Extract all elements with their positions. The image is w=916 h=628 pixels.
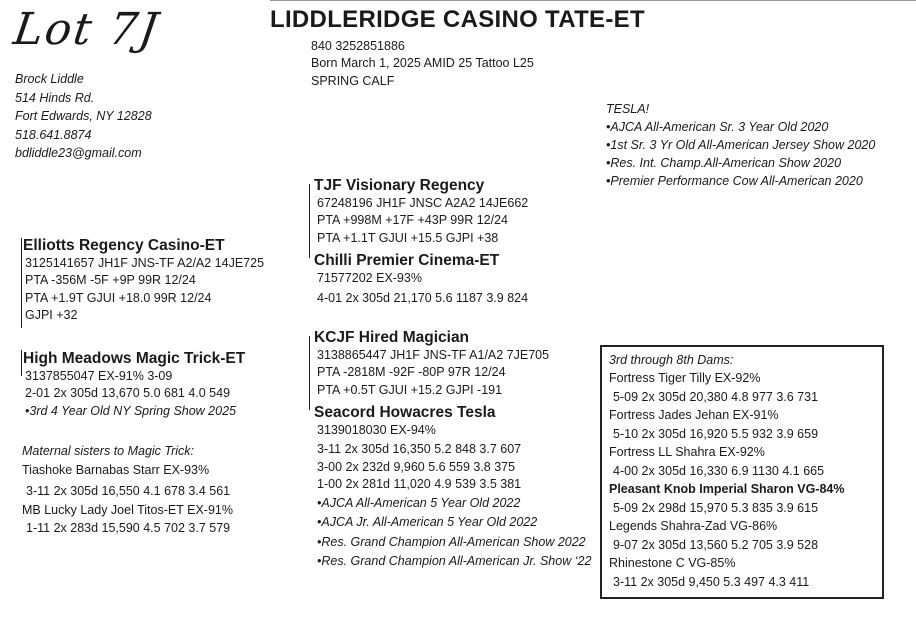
dam-sire-name: KCJF Hired Magician: [314, 329, 470, 346]
sire-sire-line: PTA +998M +17F +43P 99R 12/24: [317, 213, 508, 228]
owner-phone: 518.641.8874: [15, 127, 92, 142]
dam-entry-record: 3-11 2x 305d 9,450 5.3 497 4.3 411: [613, 575, 810, 589]
dam-entry-name: Fortress Tiger Tilly EX-92%: [609, 371, 761, 385]
dam-dam-honor: •Res. Grand Champion All-American Jr. Show ‘22: [317, 554, 592, 569]
tesla-title: TESLA!: [606, 102, 650, 116]
tesla-item: •Premier Performance Cow All-American 2020: [606, 174, 863, 188]
sister-name: MB Lucky Lady Joel Titos-ET EX-91%: [22, 502, 233, 517]
page-title: LIDDLERIDGE CASINO TATE-ET: [270, 6, 645, 33]
sire-line: 3125141657 JH1F JNS-TF A2/A2 14JE725: [25, 256, 265, 270]
dam-entry-record: 9-07 2x 305d 13,560 5.2 705 3.9 528: [613, 538, 819, 552]
dam-dam-line: 1-00 2x 281d 11,020 4.9 539 3.5 381: [317, 476, 522, 491]
tesla-item: •Res. Int. Champ.All-American Show 2020: [606, 156, 842, 170]
dam-entry-record: 5-09 2x 298d 15,970 5.3 835 3.9 615: [613, 501, 819, 515]
dam-sire-line: PTA -2818M -92F -80P 97R 12/24: [317, 365, 506, 380]
owner-info: [15, 70, 152, 163]
maternal-sisters: [22, 442, 233, 538]
owner-email: bdliddle23@gmail.com: [15, 146, 142, 160]
lot-number: Lot 7J: [10, 4, 163, 55]
sister-name: Tiashoke Barnabas Starr EX-93%: [22, 462, 210, 477]
dam-name: High Meadows Magic Trick-ET: [23, 350, 246, 367]
sire-name: Elliotts Regency Casino-ET: [23, 237, 225, 254]
dam-dam-honor: •Res. Grand Champion All-American Show 2022: [317, 534, 586, 549]
sire-dam-line: 4-01 2x 305d 21,170 5.6 1187 3.9 824: [317, 291, 529, 306]
dams-box: [600, 345, 884, 599]
sire-line: PTA -356M -5F +9P 99R 12/24: [25, 273, 196, 288]
dam-sire-line: PTA +0.5T GJUI +15.2 GJPI -191: [317, 382, 503, 397]
owner-address2: Fort Edwards, NY 12828: [15, 109, 152, 123]
dam-dam-block: [314, 403, 591, 570]
dam-dam-line: 3139018030 EX-94%: [317, 423, 436, 437]
dam-entry-record: 5-09 2x 305d 20,380 4.8 977 3.6 731: [613, 390, 819, 404]
tesla-note: [606, 100, 875, 190]
dam-dam-name: Seacord Howacres Tesla: [314, 404, 496, 421]
dam-entry-record: 5-10 2x 305d 16,920 5.5 932 3.9 659: [613, 427, 819, 441]
dam-dam-line: 3-00 2x 232d 9,960 5.6 559 3.8 375: [317, 459, 516, 474]
dam-entry-name: Legends Shahra-Zad VG-86%: [609, 519, 778, 533]
dam-entry-record: 4-00 2x 305d 16,330 6.9 1130 4.1 665: [613, 464, 825, 478]
sire-sire-line: PTA +1.1T GJUI +15.5 GJPI +38: [317, 230, 499, 245]
owner-address1: 514 Hinds Rd.: [15, 90, 95, 105]
bracket-sire: [21, 238, 22, 328]
top-rule: [270, 0, 916, 1]
dam-sire-line: 3138865447 JH1F JNS-TF A1/A2 7JE705: [317, 348, 550, 362]
animal-class: SPRING CALF: [311, 73, 395, 88]
dams-heading: 3rd through 8th Dams:: [609, 353, 734, 367]
dam-entry-name: Fortress Jades Jehan EX-91%: [609, 408, 779, 422]
owner-name: Brock Liddle: [15, 72, 84, 86]
sire-line: PTA +1.9T GJUI +18.0 99R 12/24: [25, 290, 212, 305]
bracket-sire-sire: [309, 184, 310, 258]
maternal-heading: Maternal sisters to Magic Trick:: [22, 444, 195, 458]
tesla-item: •1st Sr. 3 Yr Old All-American Jersey Show 2020: [606, 138, 876, 152]
sire-sire-name: TJF Visionary Regency: [314, 177, 485, 194]
animal-info: [311, 38, 534, 90]
sire-sire-line: 67248196 JH1F JNSC A2A2 14JE662: [317, 196, 529, 210]
dam-line: 2-01 2x 305d 13,670 5.0 681 4.0 549: [25, 386, 231, 401]
tesla-item: •AJCA All-American Sr. 3 Year Old 2020: [606, 120, 829, 134]
dam-dam-line: 3-11 2x 305d 16,350 5.2 848 3.7 607: [317, 442, 522, 457]
dam-line: 3137855047 EX-91% 3-09: [25, 369, 173, 383]
sire-dam-name: Chilli Premier Cinema-ET: [314, 252, 500, 269]
bracket-dam-sire: [309, 336, 310, 410]
sire-sire-block: [314, 176, 528, 247]
dam-entry-name: Pleasant Knob Imperial Sharon VG-84%: [609, 482, 845, 496]
dam-dam-honor: •AJCA All-American 5 Year Old 2022: [317, 496, 521, 511]
dam-block: [23, 349, 245, 420]
dam-note: •3rd 4 Year Old NY Spring Show 2025: [25, 403, 236, 418]
dam-entry-name: Fortress LL Shahra EX-92%: [609, 445, 765, 459]
sire-block: [23, 236, 264, 324]
sire-line: GJPI +32: [25, 307, 78, 322]
dam-sire-block: [314, 328, 549, 399]
dam-entry-name: Rhinestone C VG-85%: [609, 556, 736, 570]
bracket-dam: [21, 350, 22, 376]
animal-born: Born March 1, 2025 AMID 25 Tattoo L25: [311, 56, 534, 71]
sister-record: 1-11 2x 283d 15,590 4.5 702 3.7 579: [26, 521, 231, 535]
sire-dam-line: 71577202 EX-93%: [317, 271, 422, 285]
sire-dam-block: [314, 251, 528, 308]
dam-dam-honor: •AJCA Jr. All-American 5 Year Old 2022: [317, 515, 538, 530]
animal-id: 840 3252851886: [311, 39, 405, 53]
sister-record: 3-11 2x 305d 16,550 4.1 678 3.4 561: [26, 484, 231, 498]
